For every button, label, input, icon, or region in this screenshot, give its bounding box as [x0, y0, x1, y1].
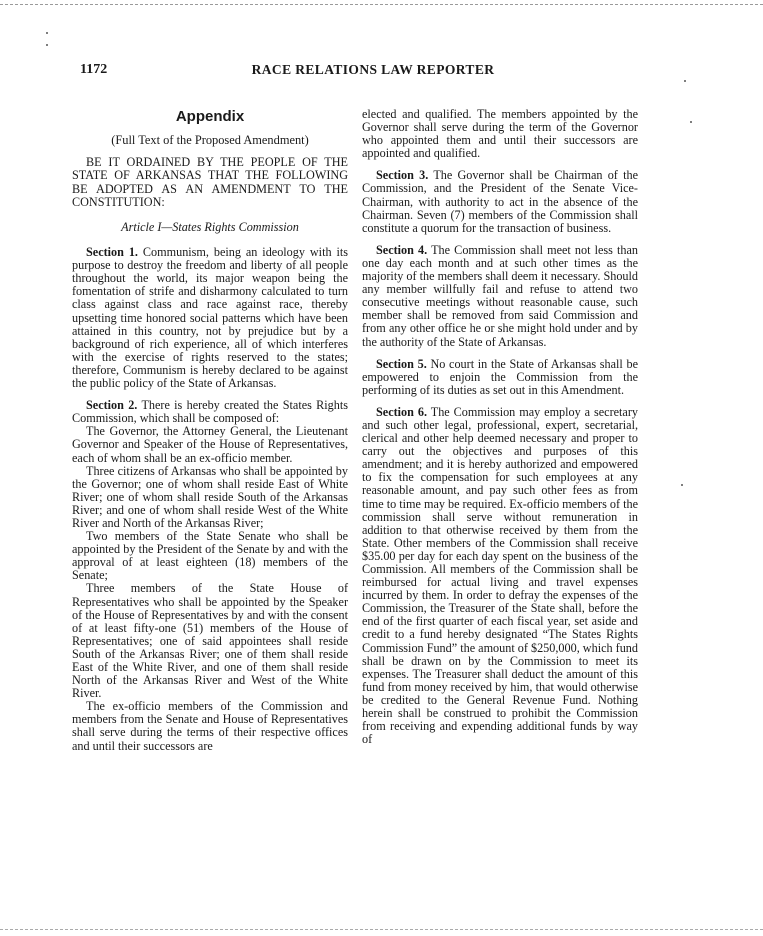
- section-5-label: Section 5.: [376, 356, 427, 371]
- appendix-title: Appendix: [175, 108, 245, 125]
- appendix-subtitle: (Full Text of the Proposed Amendment): [111, 133, 309, 148]
- article-title: Article I—States Rights Commission: [121, 220, 299, 234]
- section-5-text: No court in the State of Arkansas shall be empowered to enjoin the Commission from the performing of its duties as set out in this Amendment.: [362, 356, 639, 397]
- section-2-citizens-paragraph: Three citizens of Arkansas who shall be appointed by the Governor; one of whom shall reside East of White River; one of whom shall reside South of the Arkansas River; and one of whom shall reside West of the White River and North of the Arkansas River;: [72, 463, 348, 530]
- running-head: RACE RELATIONS LAW REPORTER: [251, 62, 495, 77]
- section-4-paragraph: [362, 244, 638, 349]
- section-2-text: There is hereby created the States Rights Commission, which shall be composed of:: [72, 398, 348, 426]
- section-5-paragraph: [362, 358, 638, 397]
- section-2-continuation: elected and qualified. The members appointed by the Governor shall serve during the term of the Governor who appointed them and until their successors are appointed and qualified.: [362, 107, 638, 161]
- scan-speck: [690, 121, 692, 123]
- scan-speck: [46, 32, 48, 34]
- section-4-text: The Commission shall meet not less than one day each month and at such other times as the majority of the members shall deem it necessary. Should any member willfully fail and refuse to attend two consecutive meetings without reasonable cause, such member shall be removed from said Commission and from any other office he or she might hold under and by the authority of the State of Arkansas.: [362, 242, 638, 349]
- section-4-label: Section 4.: [376, 242, 428, 257]
- ordaining-clause: BE IT ORDAINED BY THE PEOPLE OF THE STATE OF ARKANSAS THAT THE FOLLOWING BE ADOPTED AS AN AMENDMENT TO THE CONSTITUTION:: [72, 155, 348, 209]
- page-number: 1172: [80, 62, 108, 77]
- scan-speck: [684, 80, 686, 82]
- section-1-paragraph: [72, 246, 348, 390]
- right-column: [362, 108, 638, 755]
- section-2-senate-paragraph: Two members of the State Senate who shall be appointed by the President of the Senate by and with the approval of at least eighteen (18) members of the Senate;: [72, 529, 348, 583]
- section-2-ex-officio-paragraph: The Governor, the Attorney General, the Lieutenant Governor and Speaker of the House of Representatives, each of whom shall be an ex-officio member.: [72, 424, 348, 465]
- section-6-paragraph: [362, 406, 638, 746]
- scan-speck: [46, 44, 48, 46]
- section-3-label: Section 3.: [376, 168, 429, 183]
- section-2-house-paragraph: Three members of the State House of Representatives who shall be appointed by the Speaker of the House of Representatives by and with the consent of at least fifty-one (51) members of the House of Representatives; one of said appointees shall reside South of the Arkansas River; one of them shall reside East of the White River, and one of them shall reside North of the Arkansas River and West of the White River.: [72, 581, 348, 701]
- section-1-text: Communism, being an ideology with its purpose to destroy the freedom and liberty of all people throughout the world, its major weapon being the fomentation of strife and disharmony calculated to turn class against class and race against race, thereby upsetting time honored social patterns which have been attained in this country, not by prejudice but by a background of rich experience, all of which interferes with the exercise of rights reserved to the states; therefore, Communism is hereby declared to be against the public policy of the State of Arkansas.: [72, 245, 348, 391]
- top-edge-rule: [0, 4, 763, 5]
- section-3-text: The Governor shall be Chairman of the Commission, and the President of the Senate Vice-Chairman, with authority to act in the absence of the Chairman. Seven (7) members of the Commission shall constitute a quorum for the transaction of business.: [362, 168, 638, 235]
- section-1-label: Section 1.: [86, 245, 138, 260]
- section-6-label: Section 6.: [376, 404, 428, 419]
- section-2-label: Section 2.: [86, 398, 138, 413]
- scan-speck: [681, 484, 683, 486]
- page-header: [80, 62, 666, 80]
- bottom-edge-rule: [0, 929, 763, 930]
- left-column: [72, 108, 348, 753]
- section-2-terms-paragraph: The ex-officio members of the Commission and members from the Senate and House of Representatives shall serve during the terms of their respective offices and until their successors are: [72, 699, 348, 753]
- section-6-text: The Commission may employ a secretary and such other legal, professional, expert, secretarial, clerical and other help deemed necessary and proper to carry out the objectives and purposes of this amendment; and it is hereby authorized and empowered to fix the compensation for such employees at any reasonable amount, and pay such other fees as from time to time may be required. Ex-officio members of the commission shall serve without remuneration in addition to that otherwise received by them from the State. Other members of the Commission shall receive $35.00 per day for each day spent on the business of the Commission. All members of the Commission shall be reimbursed for actual living and travel expenses incurred by them. In order to defray the expenses of the Commission, the Treasurer of the State shall, before the end of the first quarter of each fiscal year, set aside and credit to a fund hereby designated “The States Rights Commission Fund” the amount of $250,000, which fund shall be drawn on by the Commission to meet its expenses. The Treasurer shall deduct the amount of this fund from money received by him, that would otherwise be credited to the General Revenue Fund. Nothing herein shall be construed to prohibit the Commission from receiving and expending additional funds by way of: [362, 404, 638, 747]
- section-3-paragraph: [362, 169, 638, 234]
- section-2-paragraph: [72, 399, 348, 425]
